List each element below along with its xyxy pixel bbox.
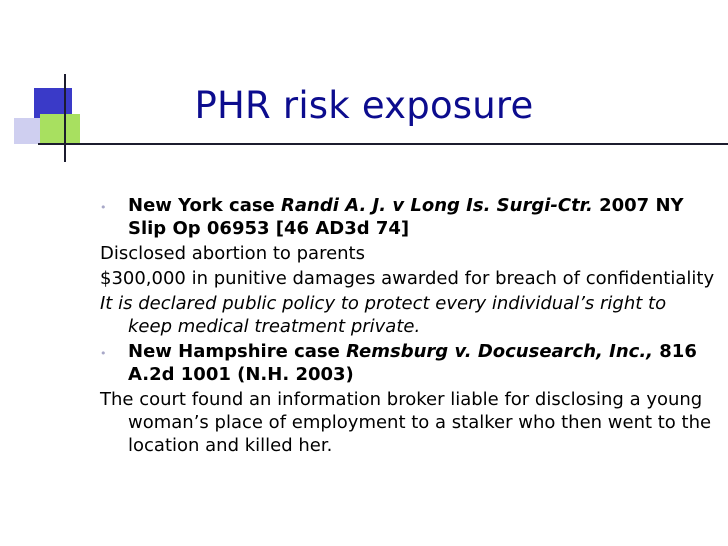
bullet-dot-icon: •	[100, 347, 107, 360]
title-underline-rule	[38, 143, 728, 145]
case-name: Randi A. J. v Long Is. Surgi-Ctr.	[281, 195, 593, 216]
body-line: $300,000 in punitive damages awarded for breach of confidentiality	[100, 268, 715, 289]
body-line: The court found an information broker liable for disclosing a young woman’s place of employment to a stalker who then went to the location and killed her.	[100, 389, 712, 456]
policy-statement: It is declared public policy to protect every individual’s right to keep medical treatment private.	[100, 293, 667, 337]
case-citation: 816 A.2d 1001 (N.H. 2003)	[128, 341, 697, 385]
body-line: Disclosed abortion to parents	[100, 243, 365, 264]
slide-body	[100, 194, 715, 459]
slide-title: PHR risk exposure	[194, 84, 534, 127]
bullet-new-york-case	[100, 194, 715, 240]
bullet-new-hampshire-case	[100, 340, 715, 386]
case-name: Remsburg v. Docusearch, Inc.,	[346, 341, 654, 362]
case-prefix: New York case	[128, 195, 282, 216]
case-prefix: New Hampshire case	[128, 341, 347, 362]
body-line-italic	[100, 292, 715, 338]
bullet-dot-icon: •	[100, 201, 107, 214]
case-citation: 2007 NY Slip Op 06953 [46 AD3d 74]	[128, 195, 684, 239]
